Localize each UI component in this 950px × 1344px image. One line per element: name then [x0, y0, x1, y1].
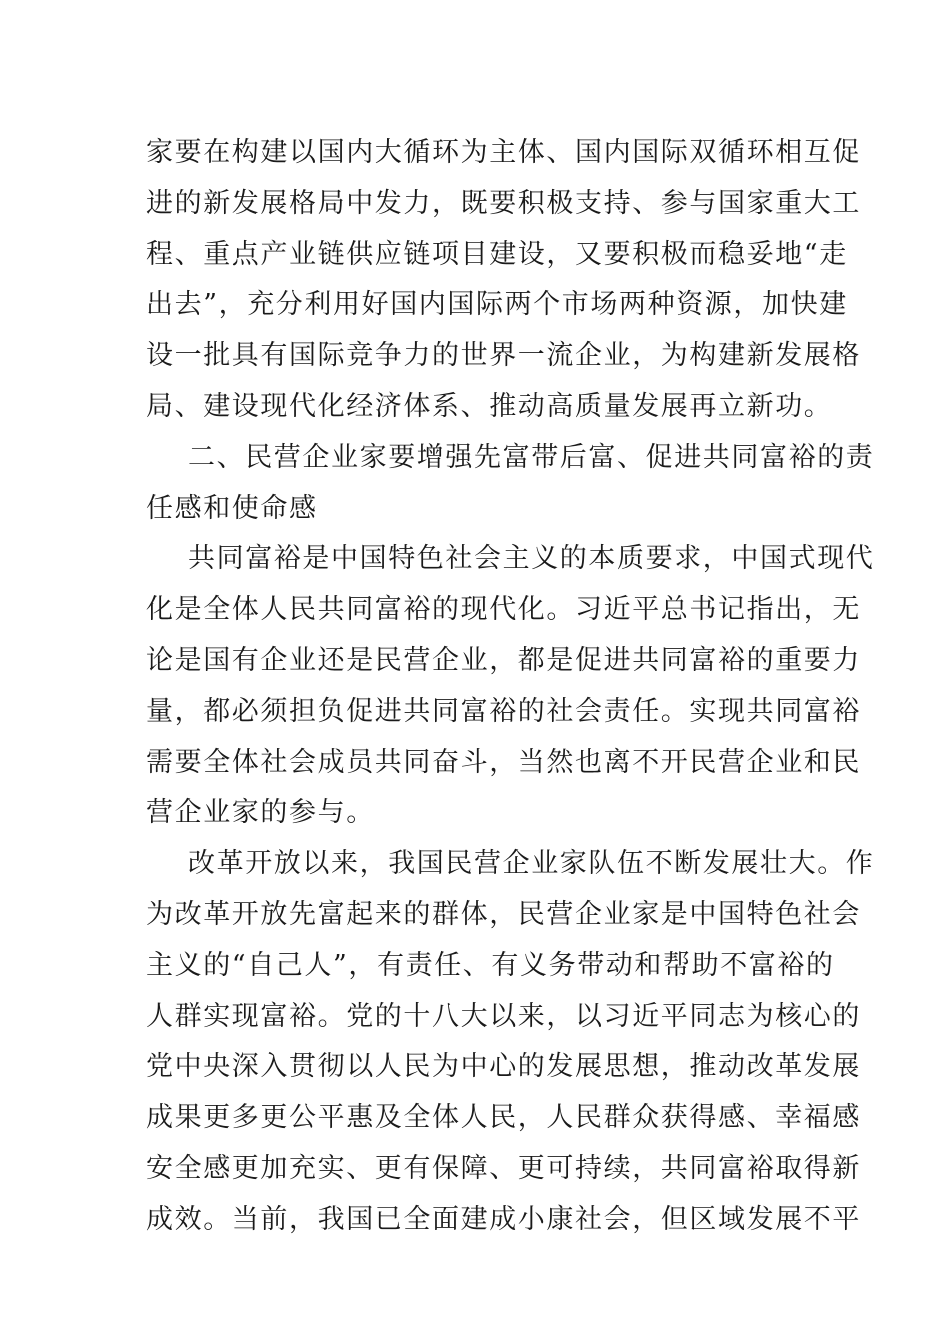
paragraph-line: 出去”，充分利用好国内国际两个市场两种资源，加快建 [146, 289, 848, 321]
paragraph-line: 家要在构建以国内大循环为主体、国内国际双循环相互促 [146, 137, 861, 168]
paragraph-line: 改革开放以来，我国民营企业家队伍不断发展壮大。作 [188, 848, 875, 880]
paragraph-line: 设一批具有国际竞争力的世界一流企业，为构建新发展格 [146, 340, 861, 372]
paragraph-line: 主义的“自己人”，有责任、有义务带动和帮助不富裕的 [146, 949, 835, 981]
paragraph-line: 人群实现富裕。党的十八大以来，以习近平同志为核心的 [146, 1000, 861, 1032]
document-body [146, 128, 875, 1246]
paragraph-line: 论是国有企业还是民营企业，都是促进共同富裕的重要力 [146, 644, 861, 676]
paragraph-line: 量，都必须担负促进共同富裕的社会责任。实现共同富裕 [146, 695, 861, 727]
paragraph-line: 共同富裕是中国特色社会主义的本质要求，中国式现代 [188, 543, 875, 575]
section-heading-line: 二、民营企业家要增强先富带后富、促进共同富裕的责 [188, 441, 875, 473]
paragraph-line: 党中央深入贯彻以人民为中心的发展思想，推动改革发展 [146, 1051, 861, 1083]
paragraph-line: 营企业家的参与。 [146, 797, 375, 829]
paragraph-line: 安全感更加充实、更有保障、更可持续，共同富裕取得新 [146, 1152, 861, 1184]
paragraph-line: 化是全体人民共同富裕的现代化。习近平总书记指出，无 [146, 594, 861, 626]
paragraph-line: 程、重点产业链供应链项目建设，又要积极而稳妥地“走 [146, 238, 848, 270]
paragraph-line: 局、建设现代化经济体系、推动高质量发展再立新功。 [146, 390, 833, 422]
paragraph-line: 为改革开放先富起来的群体，民营企业家是中国特色社会 [146, 898, 861, 930]
paragraph-line: 需要全体社会成员共同奋斗，当然也离不开民营企业和民 [146, 746, 861, 778]
section-heading-line: 任感和使命感 [146, 492, 318, 524]
paragraph-line: 进的新发展格局中发力，既要积极支持、参与国家重大工 [146, 187, 861, 219]
paragraph-line: 成果更多更公平惠及全体人民，人民群众获得感、幸福感 [146, 1102, 861, 1134]
paragraph-line: 成效。当前，我国已全面建成小康社会，但区域发展不平 [146, 1203, 861, 1235]
